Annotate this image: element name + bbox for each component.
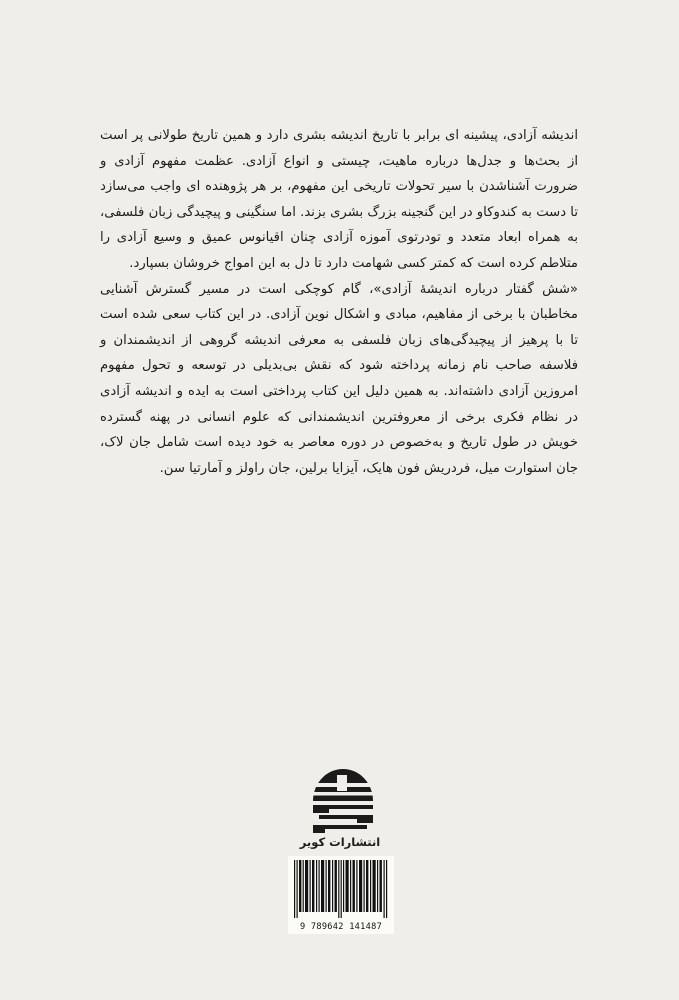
blurb-text (100, 123, 578, 481)
publisher-name: انتشارات کویر (299, 835, 381, 849)
blurb-paragraph-1: اندیشه آزادی، پیشینه ای برابر با تاریخ اندیشه بشری دارد و همین تاریخ طولانی پر است از بحث‌ها و جدل‌ها درباره ماهیت، چیستی و انواع آزادی. عظمت مفهوم آزادی و ضرورت آشناشدن با سیر تحولات تاریخی این مفهوم، بر هر پژوهنده ای واجب می‌سازد تا دست به کندوکاو در این گنجینه بزرگ بشری بزند. اما سنگینی و پیچیدگی زبان فلسفی، به همراه ابعاد متعدد و تودرتوی آموزه آزادی چنان اقیانوس عمیق و وسیع آزادی را متلاطم کرده است که کمتر کسی شهامت دارد تا دل به این امواج خروشان بسپارد. (100, 128, 578, 271)
isbn-barcode-icon (292, 860, 390, 918)
blurb-paragraph-2: «شش گفتار درباره اندیشهٔ آزادی»، گام کوچکی است در مسیر گسترش آشنایی مخاطبان با برخی از مفاهیم، مبادی و اشکال نوین آزادی. در این کتاب سعی شده است تا با پرهیز از پیچیدگی‌های زبان فلسفی به معرفی اندیشه گروهی از اندیشمندان و فلاسفه صاحب نام زمانه پرداخته شود که نقش بی‌بدیلی در توسعه و تحول مفهوم امروزین آزادی داشته‌اند. به همین دلیل این کتاب پرداختی است به ایده و اندیشه آزادی در نظام فکری برخی از معروفترین اندیشمندانی که علوم انسانی در پهنه گسترده خویش در طول تاریخ و به‌خصوص در دوره معاصر به خود دیده است شامل جان لاک، جان استوارت میل، فردریش فون هایک، آیزایا برلین، جان راولز و آمارتیا سن. (100, 281, 578, 476)
isbn-barcode (288, 856, 394, 934)
kavir-publisher-logo-icon (311, 763, 375, 835)
isbn-number: 9 789642 141487 (299, 922, 383, 932)
